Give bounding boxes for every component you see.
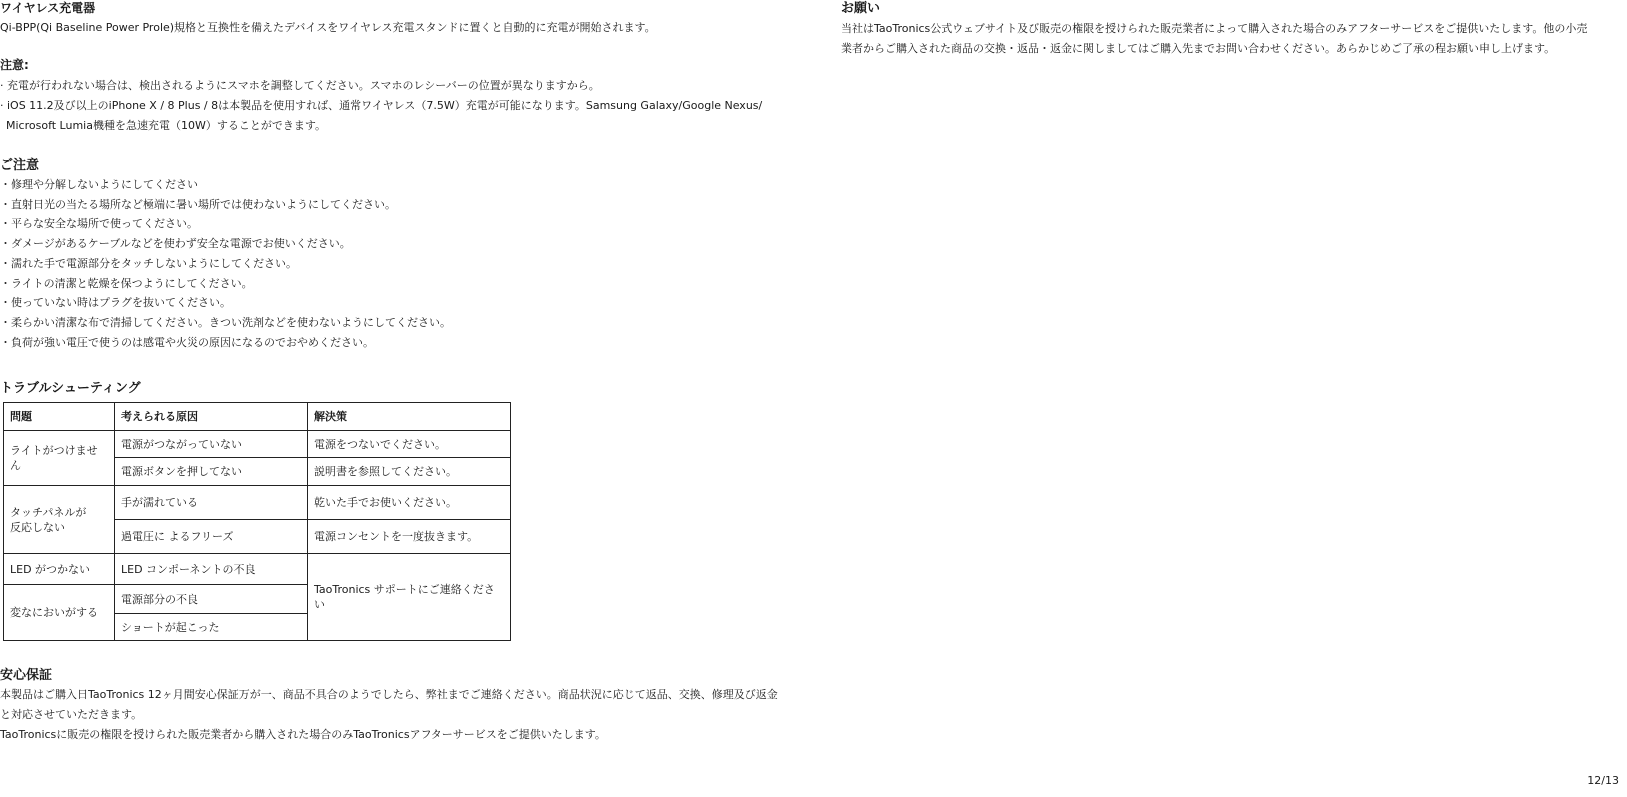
- warranty-line: TaoTronicsに販売の権限を授けられた販売業者から購入された場合のみTaoTronicsアフターサービスをご提供いたします。: [0, 728, 606, 741]
- notice-section: [0, 57, 762, 136]
- caution-section: [0, 157, 451, 352]
- caution-item: ・ 使っていない時はプラグを抜いてください。: [0, 293, 451, 313]
- caution-item: ・ ダメージがあるケーブルなどを使わず安全な電源でお使いください。: [0, 234, 451, 254]
- caution-item: ・ 直射日光の当たる場所など極端に暑い場所では使わないようにしてください。: [0, 195, 451, 215]
- caution-item: ・ 柔らかい清潔な布で清掃してください。きつい洗剤などを使わないようにしてください。: [0, 313, 451, 333]
- solution-cell: 乾いた手でお使いください。: [308, 486, 511, 520]
- problem-cell-line: タッチパネルが: [10, 505, 87, 519]
- solution-cell: 電源コンセントを一度抜きます。: [308, 520, 511, 554]
- caution-item: ・ 平らな安全な場所で使ってください。: [0, 214, 451, 234]
- header-solution: 解決策: [308, 403, 511, 431]
- page-number: 12/13: [1587, 774, 1619, 787]
- wireless-charger-text: Qi-BPP(Qi Baseline Power Prole)規格と互換性を備えたデバイスをワイヤレス充電スタンドに置くと自動的に充電が開始されます。: [0, 21, 656, 34]
- wireless-charger-title: ワイヤレス充電器: [0, 1, 96, 15]
- cause-cell: 電源がつながっていない: [115, 431, 308, 458]
- problem-cell: LED がつかない: [4, 554, 115, 585]
- problem-cell: 変なにおいがする: [4, 585, 115, 641]
- caution-item: ・ 修理や分解しないようにしてください: [0, 175, 451, 195]
- table-row: [4, 554, 511, 585]
- cause-cell: 過電圧に よるフリーズ: [115, 520, 308, 554]
- notice-line: · iOS 11.2及び以上のiPhone X / 8 Plus / 8は本製品を使用すれば、通常ワイヤレス（7.5W）充電が可能になります。Samsung Galaxy/Google Nexus/: [0, 99, 763, 112]
- table-header-row: [4, 403, 511, 431]
- table-row: [4, 486, 511, 520]
- problem-cell: ライトがつけません: [4, 431, 115, 486]
- request-line: 業者からご購入された商品の交換・返品・返金に関しましてはご購入先までお問い合わせください。あらかじめご了承の程お願い申し上げます。: [841, 42, 1556, 55]
- troubleshooting-title: トラブルシューティング: [0, 381, 141, 396]
- warranty-line: 本製品はご購入日TaoTronics 12ヶ月間安心保証万が一、商品不具合のようでしたら、弊社までご連絡ください。商品状況に応じて返品、交換、修理及び返金: [0, 688, 778, 701]
- warranty-section: [0, 667, 778, 745]
- solution-cell: TaoTronics サポートにご連絡ください: [308, 554, 511, 641]
- caution-list: [0, 175, 451, 352]
- notice-title: 注意:: [0, 58, 29, 72]
- troubleshooting-table: [3, 402, 511, 641]
- header-cause: 考えられる原因: [115, 403, 308, 431]
- caution-item: ・ 負荷が強い電圧で使うのは感電や火災の原因になるのでおやめください。: [0, 333, 451, 353]
- caution-item: ・ 濡れた手で電源部分をタッチしないようにしてください。: [0, 254, 451, 274]
- notice-line: Microsoft Lumia機種を急速充電（10W）することができます。: [6, 119, 326, 132]
- warranty-line: と対応させていただきます。: [0, 708, 143, 721]
- problem-cell-line: 反応しない: [10, 520, 65, 534]
- solution-cell: 説明書を参照してください。: [308, 458, 511, 486]
- request-section: [841, 0, 1587, 59]
- troubleshooting-section: [0, 380, 511, 641]
- header-problem: 問題: [4, 403, 115, 431]
- solution-cell: 電源をつないでください。: [308, 431, 511, 458]
- problem-cell: [4, 486, 115, 554]
- caution-item: ・ ライトの清潔と乾燥を保つようにしてください。: [0, 274, 451, 294]
- table-row: [4, 431, 511, 458]
- cause-cell: ショートが起こった: [115, 614, 308, 641]
- cause-cell: LED コンポーネントの不良: [115, 554, 308, 585]
- warranty-title: 安心保証: [0, 668, 53, 683]
- caution-title: ご注意: [0, 158, 40, 173]
- wireless-charger-section: [0, 0, 656, 38]
- cause-cell: 電源ボタンを押してない: [115, 458, 308, 486]
- cause-cell: 電源部分の不良: [115, 585, 308, 614]
- request-title: お願い: [841, 1, 881, 16]
- request-line: 当社はTaoTronics公式ウェブサイト及び販売の権限を授けられた販売業者によって購入された場合のみアフターサービスをご提供いたします。他の小売: [841, 22, 1588, 35]
- cause-cell: 手が濡れている: [115, 486, 308, 520]
- notice-line: · 充電が行われない場合は、検出されるようにスマホを調整してください。スマホのレシーバーの位置が異なりますから。: [0, 79, 600, 92]
